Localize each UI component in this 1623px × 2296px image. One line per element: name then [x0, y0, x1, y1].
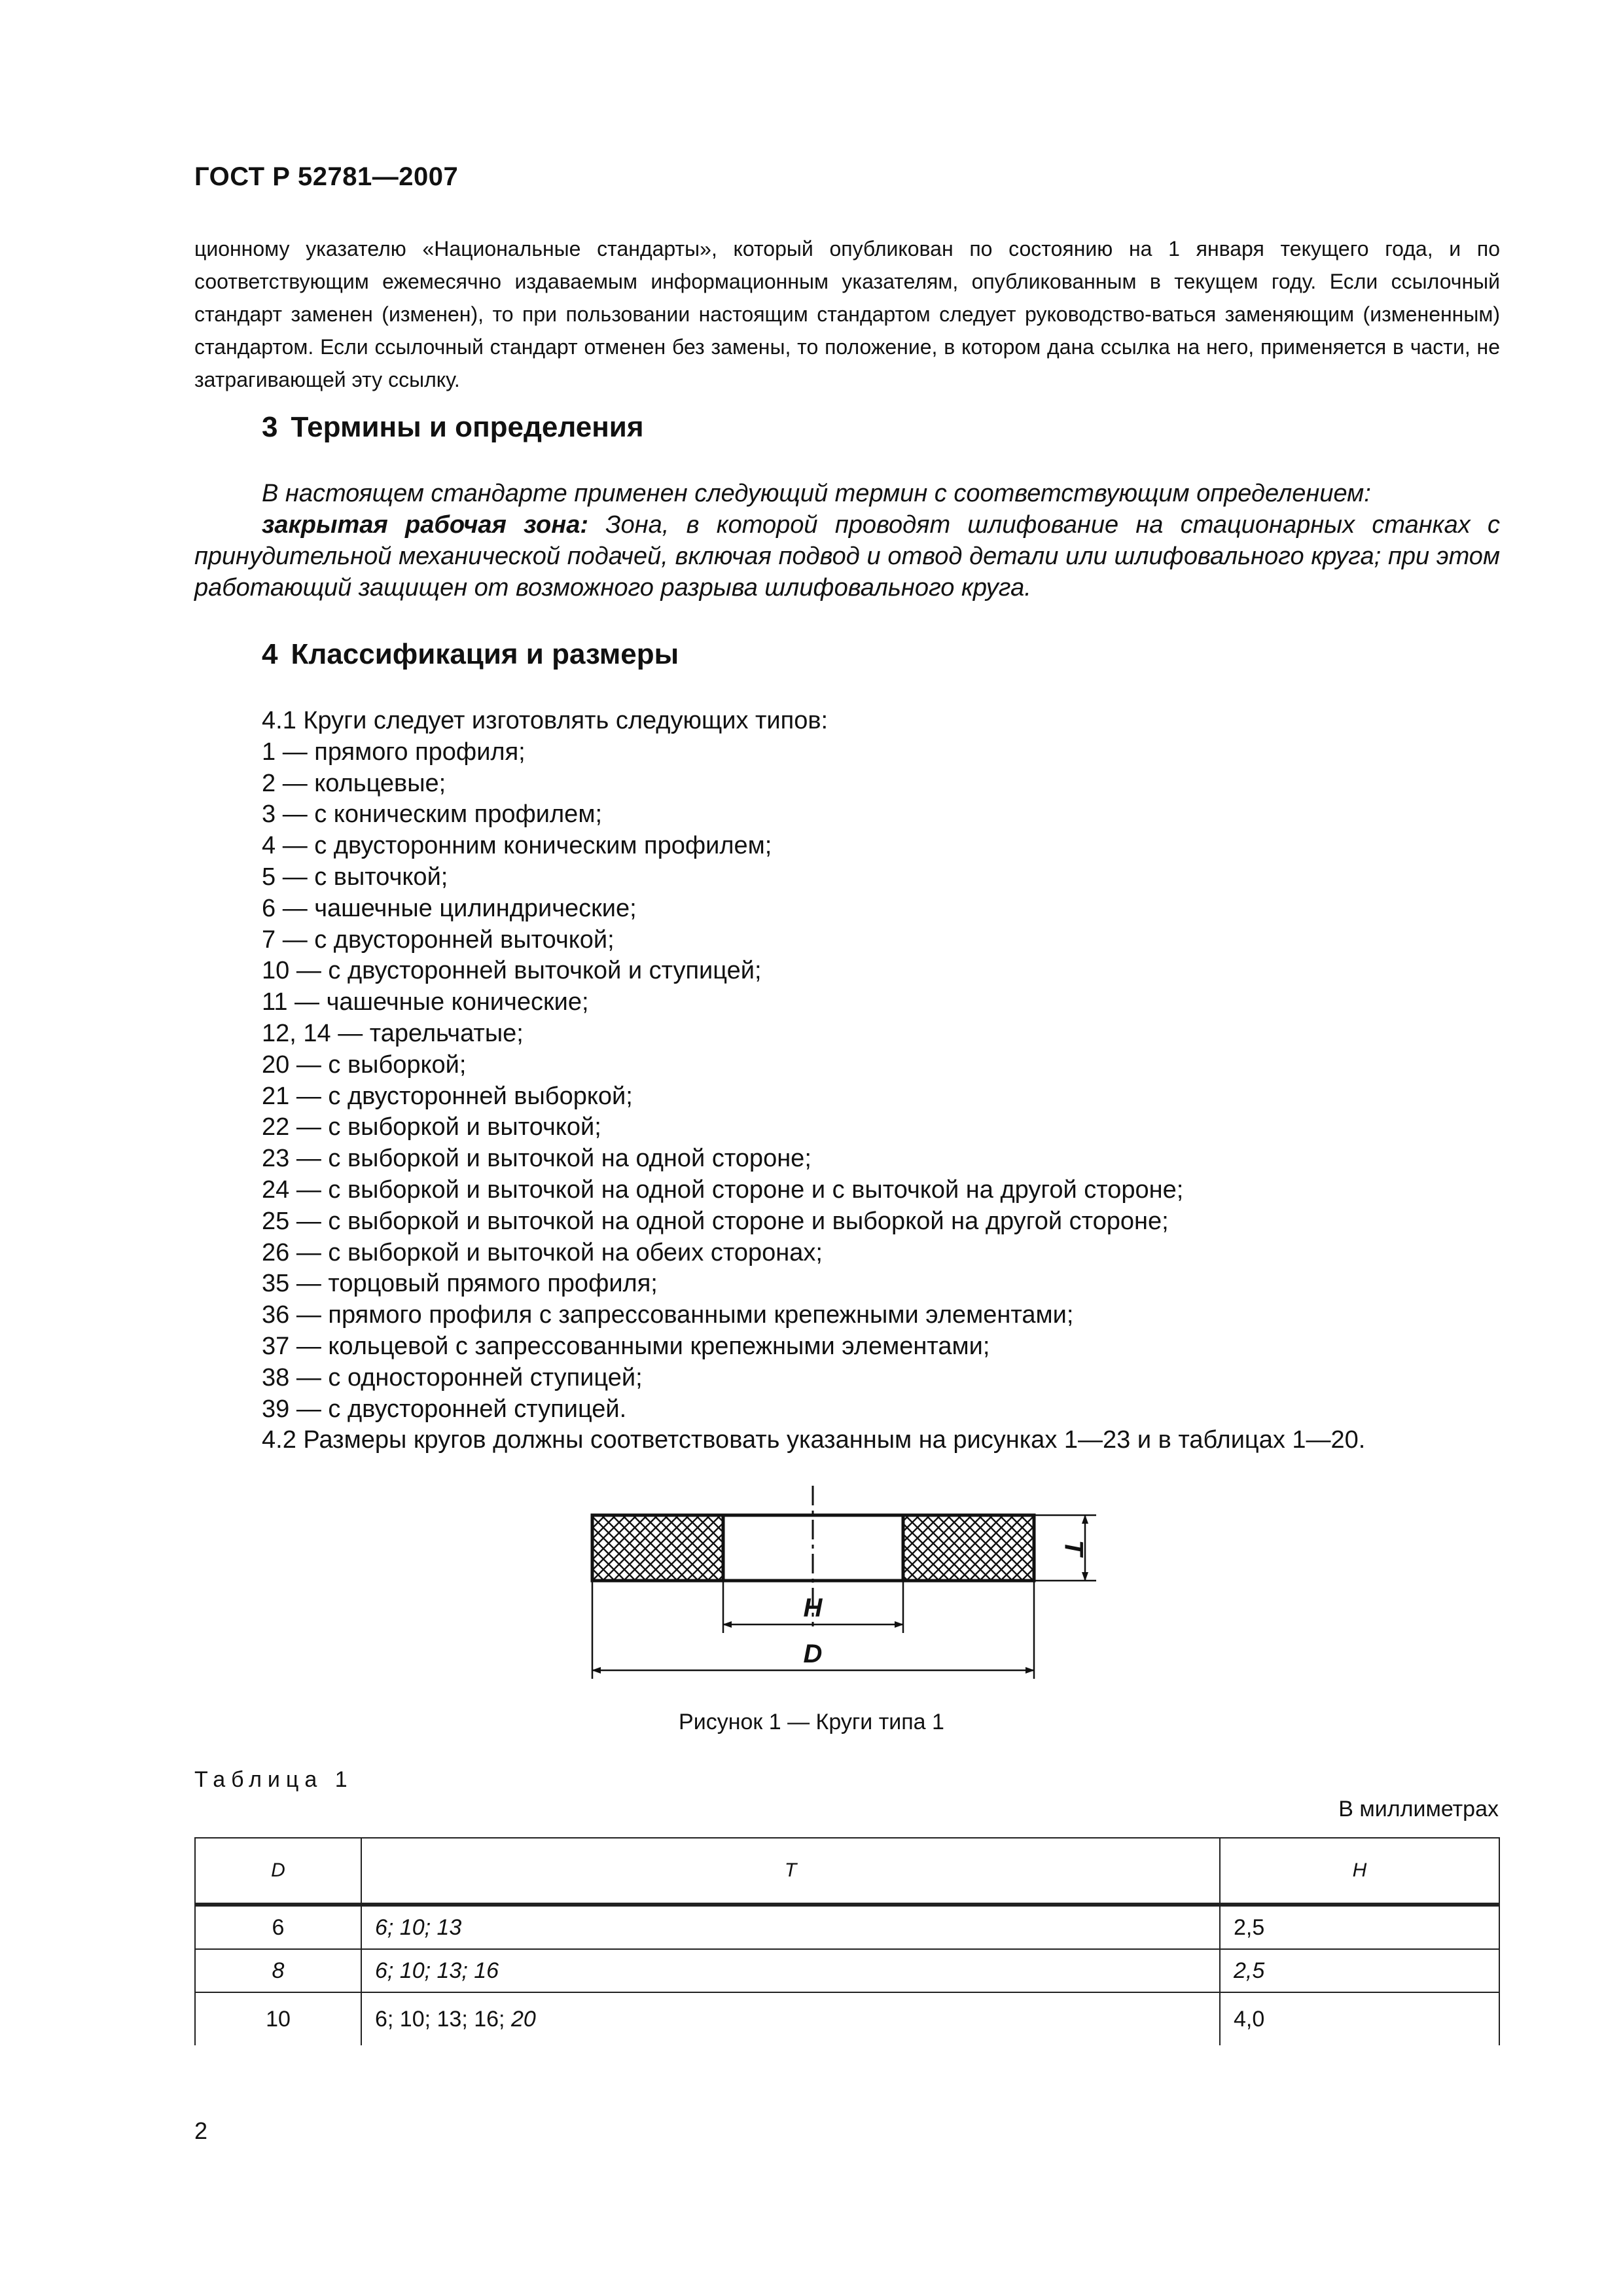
figure-caption: Рисунок 1 — Круги типа 1: [679, 1710, 944, 1734]
list-item: 39 — с двусторонней ступицей.: [262, 1395, 627, 1423]
cell-d: 6: [195, 1905, 361, 1949]
term-name: закрытая рабочая зона:: [262, 511, 588, 539]
label-d: D: [803, 1640, 823, 1668]
header-d: D: [195, 1838, 361, 1905]
header-h: H: [1220, 1838, 1499, 1905]
cell-d: 8: [195, 1949, 361, 1992]
cell-t-italic: 6; 10; 13: [375, 1914, 462, 1940]
section-3-title: Термины и определения: [291, 411, 644, 443]
list-item: 6 — чашечные цилиндрические;: [262, 894, 637, 922]
list-item: 4.1 Круги следует изготовлять следующих типов:: [262, 707, 829, 734]
list-item: 38 — с односторонней ступицей;: [262, 1363, 643, 1391]
list-item: 3 — с коническим профилем;: [262, 800, 602, 829]
table-row: [195, 1949, 1499, 1992]
list-item: 4 — с двусторонним коническим профилем;: [262, 832, 772, 860]
cell-h: 2,5: [1220, 1905, 1499, 1949]
terms-lead: В настоящем стандарте применен следующий термин с соответствующим определением:: [262, 480, 1371, 507]
cell-h: 4,0: [1220, 1992, 1499, 2045]
table-1: [194, 1837, 1500, 2045]
term-definition-text: Зона, в которой проводят шлифование на стационарных станках с принудительной механической подачей, включая подвод и отвод детали или шлифовального круга; при этом работающий защищен от возможного разрыва шлифовального круга.: [194, 511, 1501, 601]
table-row: [195, 1992, 1499, 2045]
list-item: 7 — с двусторонней выточкой;: [262, 925, 615, 954]
header-t: T: [361, 1838, 1220, 1905]
table-units: В миллиметрах: [1338, 1797, 1499, 1821]
label-t: T: [1059, 1539, 1088, 1556]
list-item: 21 — с двусторонней выборкой;: [262, 1082, 633, 1110]
cell-t: [361, 1992, 1220, 2045]
terms-block: [194, 478, 1500, 603]
list-item: 4.2 Размеры кругов должны соответствовать указанным на рисунках 1—23 и в таблицах 1—20.: [262, 1426, 1366, 1454]
cell-t: [361, 1905, 1220, 1949]
list-item: 24 — с выборкой и выточкой на одной стороне и с выточкой на другой стороне;: [262, 1175, 1184, 1204]
list-item: 12, 14 — тарельчатые;: [262, 1019, 524, 1047]
list-item: 37 — кольцевой с запрессованными крепежными элементами;: [262, 1332, 990, 1360]
figure-1-wheel-drawing: [582, 1486, 1119, 1695]
intro-paragraph: [194, 232, 1500, 396]
cell-t-regular: 6; 10; 13; 16;: [375, 2006, 511, 2032]
list-item: 22 — с выборкой и выточкой;: [262, 1113, 601, 1141]
cell-t-italic: 20: [510, 2006, 536, 2032]
section-4-number: 4: [262, 638, 278, 670]
section-4-title: Классификация и размеры: [291, 638, 679, 670]
list-item: 26 — с выборкой и выточкой на обеих сторонах;: [262, 1238, 823, 1266]
wheel-types-list: [262, 706, 1505, 1456]
cell-t-italic: 6; 10; 13; 16: [375, 1958, 499, 1983]
list-item: 2 — кольцевые;: [262, 769, 446, 797]
cell-t: [361, 1949, 1220, 1992]
label-h: H: [803, 1594, 823, 1623]
page-header: ГОСТ Р 52781—2007: [194, 162, 459, 191]
table-header-row: [195, 1838, 1499, 1905]
list-item: 23 — с выборкой и выточкой на одной стороне;: [262, 1145, 812, 1173]
list-item: 11 — чашечные конические;: [262, 988, 589, 1016]
cell-d: 10: [195, 1992, 361, 2045]
list-item: 5 — с выточкой;: [262, 863, 448, 891]
section-4-heading: [262, 638, 679, 671]
cell-h: 2,5: [1220, 1949, 1499, 1992]
list-item: 25 — с выборкой и выточкой на одной стороне и выборкой на другой стороне;: [262, 1207, 1169, 1235]
page-number: 2: [194, 2117, 208, 2144]
table-label: Таблица 1: [194, 1767, 353, 1792]
list-item: 10 — с двусторонней выточкой и ступицей;: [262, 957, 762, 985]
list-item: 35 — торцовый прямого профиля;: [262, 1270, 658, 1298]
table-row: [195, 1905, 1499, 1949]
intro-text: ционному указателю «Национальные стандарты», который опубликован по состоянию на 1 января текущего года, и по соответствующим ежемесячно издаваемым информационным указателям, опубликованным в текущем году. Если ссылочный стандарт заменен (изменен), то при пользовании настоящим стандартом следует руководство-ваться заменяющим (измененным) стандартом. Если ссылочный стандарт отменен без замены, то положение, в котором дана ссылка на него, применяется в части, не затрагивающей эту ссылку.: [194, 237, 1500, 391]
term-definition: [194, 509, 1500, 603]
list-item: 36 — прямого профиля с запрессованными крепежными элементами;: [262, 1301, 1074, 1329]
list-item: 20 — с выборкой;: [262, 1050, 467, 1079]
section-3-heading: [262, 411, 644, 444]
list-item: 1 — прямого профиля;: [262, 738, 526, 766]
section-3-number: 3: [262, 411, 278, 443]
